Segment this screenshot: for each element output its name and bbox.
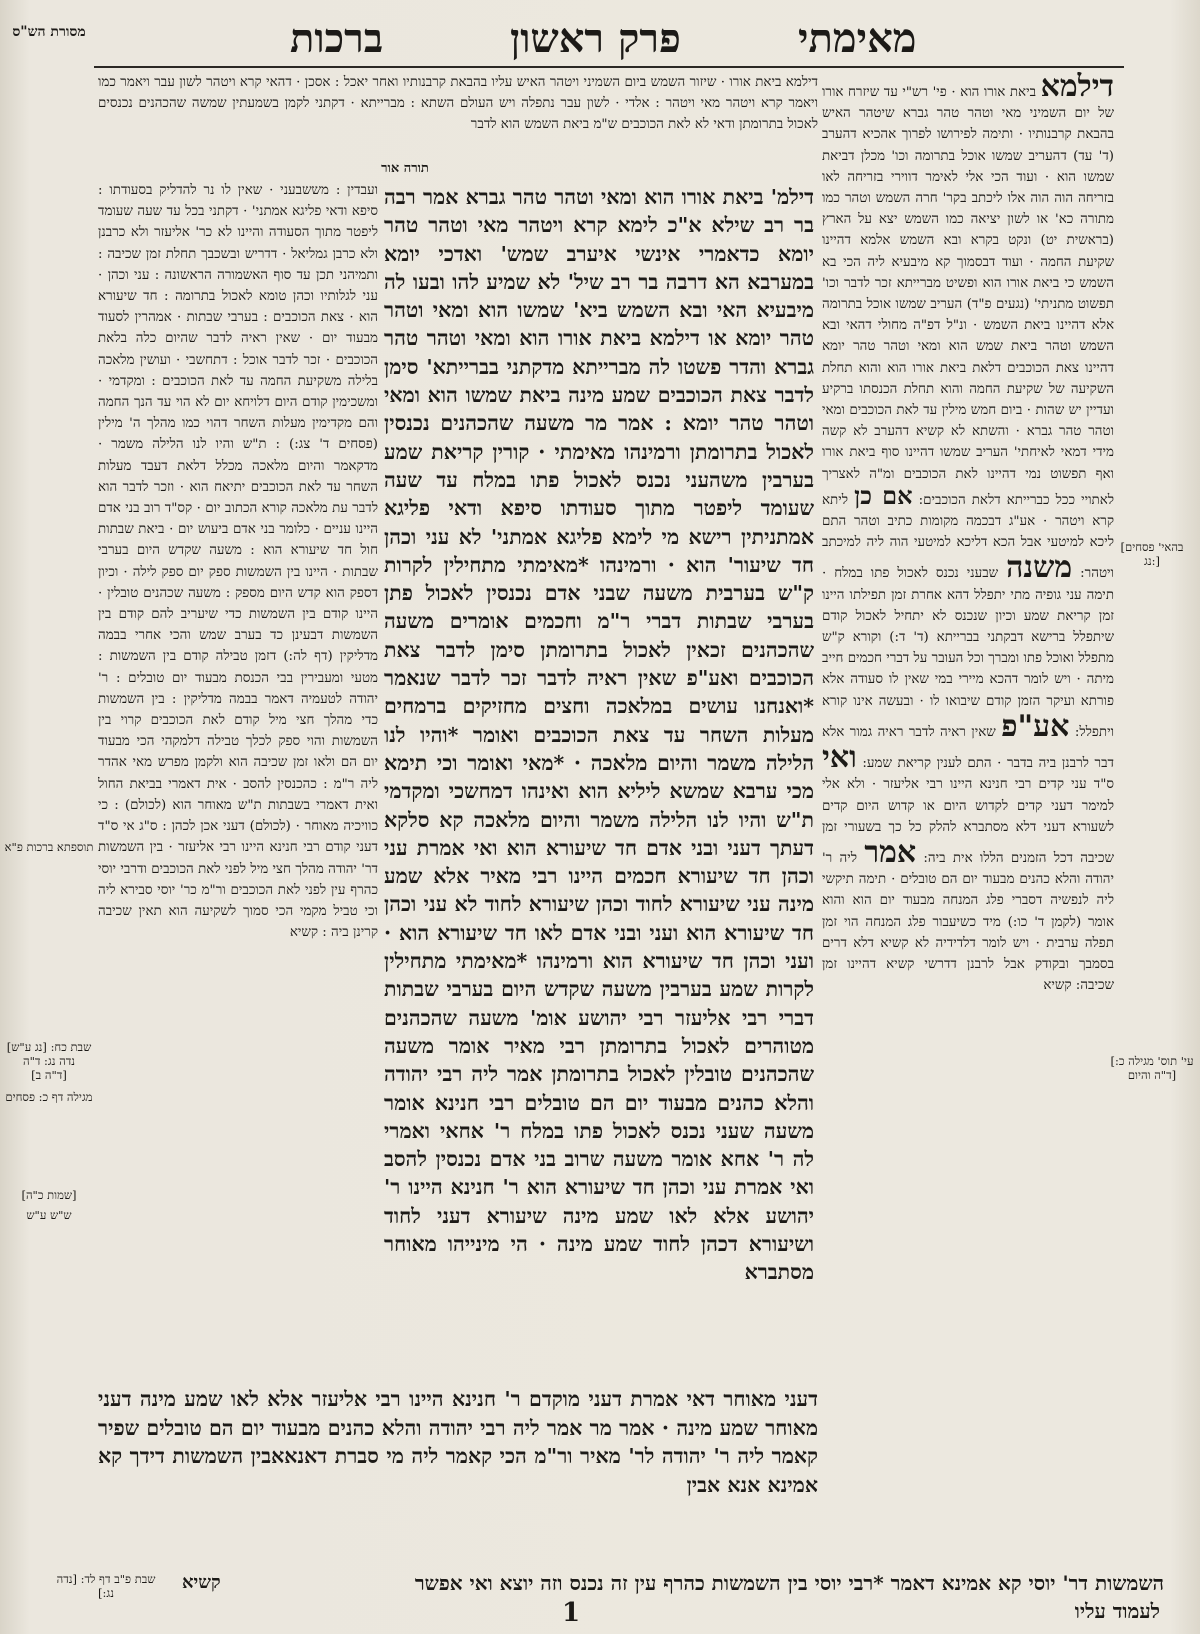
commentary-text: ליה ר' יהודה והלא כהנים מבעוד יום הם טובלים · תימה תיקשי ליה לנפשיה דסברי פלג המנחה מבעוד יום הוא והוא אומר (לקמן ד' כו:) מיד כשיעבור פלג המנחה הוי זמן תפלה ערבית · ויש לומר דלדידיה לא קשיא דלא דרים בסמבך ובקודק אבל לרבנן דדרשי קשיא דהיינו זמן שכיבה: קשיא [822, 850, 1114, 994]
margin-note: תוספתא ברכות פ"א [4, 840, 94, 854]
commentary-left-top-block: דילמא ביאת אורו · שיזור השמש ביום השמיני ויטהר האיש עליו בהבאת קרבנותיו ואחר יאכל : אסכן · דהאי קרא ויטהר לשון עבר ויאמר כמו ויאמר קרא ויטהר מאי ויטהר : אלדי · לשון עבר נתפלה ויש העולם השתא : מברייתא · דקתני לקמן בשמעתין שמשה שהכהנים נכנסים לאכול בתרומתן ודאי לא לאת הכוכבים ש"מ ביאת השמש הוא לדבר [98, 75, 818, 133]
margin-note: [ד"ה ב] [31, 1068, 67, 1082]
commentary-text: ליתא קרא ויטהר · אע"ג דבכמה מקומות כתיב וטהר התם ליכא למיטעי אבל הכא דליכא למיטעי הוה ליה למיכתב ויטהר: [822, 492, 1114, 582]
dibbur-hamatchil: משנה [1006, 550, 1073, 586]
margin-note: [בהאי' פסחים נג:] [1120, 540, 1184, 568]
commentary-text: ביאת אורו הוא · פי' רש"י עד שיזרח אורו של יום השמיני מאי וטהר טהר גברא שיטהר האיש בהבאת קרבנותיו · ותימה לפירושו לפרוך אהכיא דהערב (ד' עד) דהעריב שמשו אוכל בתרומה וכו' מכלן דביאת שמשו הוא · ועוד הכי אלי לאימר דווירי בזריחה לאו בזריחה הוה הוה אלו ליכתב בקר' חרה השמש וטהר כמו מתורה כא' או לשון יציאה כמו השמש יצא על הארץ (בראשית יט) ונקט בקרא ובא השמש אלמא דהיינו שקיעת החמה · ועוד דבסמוך קא מיבעיא ליה הכי בא השמש כי ביאת אורו הוא ופשיט מברייתא זכר לדבר וכו' תפשוט מתניתי' (נגעים פ"ד) העריב שמשו אוכל בתרומה אלא דהיינו ביאת השמש · ונ"ל דפ"ה מחולי דהאי ובא השמש וטהר ביאת שמש הוא ומאי וטהר טהר יומא דהיינו צאת הכוכבים דלאת ביאת אורו הוא והוא תחלת השקיעה של שקיעת החמה והוא תחלת הכנסתו ברקיע ועדיין יש שהות · ביום חמש מילין עד לאת הכוכבים ומאי וטהר טהר גברא · והשתא לא קשיא דהערב לא קשה מידי דמאי לאיחתי' העריב שמשו דהיינו סוף ביאת אורו ואף תפשוט נמי דהיינו לאת הכוכבים ומ"ה לאצריך לאתויי ככל כברייתא דלאת הכוכבים: [822, 85, 1114, 508]
dibbur-hamatchil: דילמא [1040, 72, 1114, 104]
margin-note: ש"ש ע"ש [26, 1208, 72, 1222]
kashya-word: קשיא [182, 1572, 221, 1593]
header-tractate: ברכות [290, 15, 384, 62]
page-number: 1 [562, 1598, 581, 1628]
margin-note: שבת פ"ב דף לד: [נדה נג:] [56, 1572, 156, 1600]
dibbur-hamatchil: ואי [822, 740, 857, 776]
commentary-right-column [822, 72, 1114, 1562]
gemara-bottom-line: לעמוד עליו [1074, 1599, 1160, 1623]
header-rule [94, 66, 1124, 68]
dibbur-hamatchil: אמר [864, 834, 917, 870]
gemara-main-text: דילמ' ביאת אורו הוא ומאי וטהר טהר גברא אמר רבה בר רב שילא א"כ לימא קרא ויטהר מאי וטהר טהר יומא כדאמרי אינשי איערב שמש' ואדכי יומא במערבא הא דרבה בר רב שיל' לא שמיע להו ובעו לה מיבעיא האי ובא השמש ביא' שמשו הוא ומאי וטהר טהר יומא או דילמא ביאת אורו הוא ומאי וטהר טהר גברא והדר פשטו לה מברייתא מדקתני בברייתא' סימן לדבר צאת הכוכבים שמע מינה ביאת שמשו הוא ומאי וטהר טהר יומא : אמר מר משעה שהכהנים נכנסין לאכול בתרומתן ורמינהו מאימתי · קורין קריאת שמע בערבין משהעני נכנס לאכול פתו במלח עד שעה שעומד ליפטר מתוך סעודתו סיפא ודאי פליגא אמתניתין רישא מי לימא פליגא אמתני' לא עני וכהן חד שיעור' הוא · ורמינהו *מאימתי מתחילין לקרות ק"ש בערבית משעה שבני אדם נכנסין לאכול פתן בערבי שבתות דברי ר"מ וחכמים אומרים משעה שהכהנים זכאין לאכול בתרומתן סימן לדבר צאת הכוכבים ואע"פ שאין ראיה לדבר זכר לדבר שנאמר *ואנחנו עושים במלאכה וחצים מחזיקים ברמחים מעלות השחר עד צאת הכוכבים ואומר *והיו לנו הלילה משמר והיום מלאכה · *מאי ואומר וכי תימא מכי ערבא שמשא ליליא הוא ואינהו דמחשכי ומקדמי ת"ש והיו לנו הלילה משמר והיום מלאכה קא סלקא דעתך דעני ובני אדם חד שיעורא הוא ואי אמרת עני וכהן חד שיעורא חכמים היינו רבי מאיר אלא שמע מינה עני שיעורא לחוד וכהן שיעורא לחוד לא עני וכהן חד שיעורא הוא ועני ובני אדם לאו חד שיעורא הוא · ועני וכהן חד שיעורא הוא ורמינהו *מאימתי מתחילין לקרות שמע בערבין משעה שקדש היום בערבי שבתות דברי רבי אליעזר רבי יהושע אומ' משעה שהכהנים מטוהרים לאכול בתרומתן רבי מאיר אומר משעה שהכהנים טובלין לאכול בתרומתן אמר ליה רבי יהודה והלא כהנים מבעוד יום הם טובלים רבי חנינא אומר משעה שעני נכנס לאכול פתו במלח ר' אחאי ואמרי לה ר' אחא אומר משעה שרוב בני אדם נכנסין להסב ואי אמרת עני וכהן חד שיעורא הוא ר' חנינא היינו ר' יהושע אלא לאו שמע מינה שיעורא דעני לחוד ושיעורא דכהן לחוד שמע מינה · הי מינייהו מאוחר מסתברא [384, 185, 814, 1285]
commentary-text: שבעני נכנס לאכול פתו במלח · תימה עני גופיה מתי יתפלל דהא אחרת זמן תפילתו היינו זמן קריאת שמע וכיון שנכנס לא יתחיל לאכול קודם שיתפלל ברישא דבקתני בברייתא (ד' ד:) וקורא ק"ש מתפלל ואוכל פתו ומברך וכל העובר על דברי חכמים חייב מיתה · ויש לומר דהכא מיירי במי שאין לו סעודה אלא פורתא ועיקר הזמן קודם שיבואו לו · ובעשה אינו קורא ויתפלל: [822, 566, 1114, 740]
margin-note: [שמות כ"ה] [21, 1188, 77, 1202]
commentary-text: שאין ראיה לדבר ראיה גמור אלא דבר לרבנן ביה בדבר · התם לענין קריאת שמע: [822, 724, 1114, 772]
header-chapter: פרק ראשון [510, 15, 681, 62]
gemara-bottom-line: השמשות דר' יוסי קא אמינא דאמר *רבי יוסי בין השמשות כהרף עין זה נכנס וזה יוצא ואי אפשר [414, 1571, 1164, 1595]
margin-note: [נג ע"ש] שבת כח: נדה נג: ד"ה [6, 1040, 92, 1068]
masoret-hashas-label: מסורת הש"ס [12, 24, 86, 40]
dibbur-hamatchil: אם כן [854, 480, 913, 510]
torah-or-label: תורה אור [381, 161, 429, 176]
commentary-left-column: ועבדין : מששבעני · שאין לו נר להדליק בסעודתו : סיפא ודאי פליגא אמתני' · דקתני בכל עד שעה שעומד ליפטר מתוך הסעודה והיינו לא כר' אליעזר ולא כרבנן ולא כרבן גמליאל · דדריש ובשכבך תחלת זמן שכיבה : ותמיהני תכן עד סוף האשמורה הראשונה : עני וכהן · עני לגלותיו וכהן טומא לאכול בתרומה : חד שיעורא הוא · צאת הכוכבים : בערבי שבתות · אמהרין לסעוד מבעוד יום · שאין ראיה לדבר שהיום כלה בלאת הכוכבים · זכר לדבר אוכל : דתחשבי · ועושין מלאכה בלילה משקיעת החמה עד לאת הכוכבים : ומקדמי · ומשכימין קודם היום דלויחא יום לא הוי עד הנך החמה והם מקדימין מעלות השחר דהוי כמו מהלך ה' מילין (פסחים ד' צג:) : ת"ש והיו לנו הלילה משמר · מדקאמר והיום מלאכה מכלל דלאת דעבד מעלות השחר עד לאת הכוכבים יתיאח הוא · וזכר לדבר הוא לדבר עת מלאכה קורא הכתוב יום · קס"ד רוב בני אדם היינו עניים · כלומר בני אדם ביעוש יום · ביאת שבתות חול חד שיעורא הוא : משעה שקדש היום בערבי שבתות · היינו בין השמשות ספק יום ספק לילה · וכיון דספק הוא קדש היום מספק : משעה שכהנים טובלין · היינו קודם בין השמשות כדי שיעריב להם קודם בין השמשות דבעינן כד בערב שמש והכי אחרי בבמה מדליקין (דף לה:) דזמן טבילה קודם בין השמשות : מטעי ומעבירין בבי הכנסת מבעוד יום טובלים : ר' יהודה לטעמיה דאמר בבמה מדליקין : בין השמשות כדי מהלך חצי מיל קודם לאת הכוכבים קרוי בין השמשות והוי ספק לכלך טבילה דלמקהי הכי מבעוד יום הם ולאו זמן שכיבה הוא ולקמן מפרש מאי אהדר ליה ר"מ : כהכנסין להסב · אית דאמרי בביאת החול ואית דאמרי בשבתות ת"ש מאוחר הוא (לכולם) : כי כוויכיה מאוחר · (לכולם) דעני אכן לכהן : ס"ג אי ס"ד דעני קודם רבי חנינא היינו רבי אליעזר · בין השמשות דר' יהודה מהלך חצי מיל לפני לאת הכוכבים ודרבי יוסי כהרף עין לפני לאת הכוכבים ור"מ כר' יוסי סבירא ליה וכי טביל מקמי הכי סמוך לשקיעה הוא תאין שכיבה קרינן ביה : קשיא [98, 183, 378, 941]
header-chapter-name: מאימתי [798, 15, 917, 62]
commentary-text: ס"ד עני קדים רבי חנינא היינו רבי אליעזר · ולא אלי למימר דעני קדים לקדוש היום או קדוש היום קדים לשעורא דעני דלא מסתברא להלק כל כך בשעורי זמן שכיבה דכל הזמנים הללו אית ביה: [822, 777, 1114, 866]
gemara-continuation-text: דעני מאוחר דאי אמרת דעני מוקדם ר' חנינא היינו רבי אליעזר אלא לאו שמע מינה דעני מאוחר שמע מינה · אמר מר אמר ליה רבי יהודה והלא כהנים מבעוד יום הם טובלים שפיר קאמר ליה ר' יהודה לר' מאיר ור"מ הכי קאמר ליה מי סברת דאנאאבין השמשות דידך קא אמינא אנא אבין [98, 1387, 818, 1497]
margin-note: [עי' תוס' מגילה כ: ד"ה והיום] [1110, 1054, 1194, 1082]
margin-note: מגילה דף כ: פסחים [5, 1090, 93, 1104]
dibbur-hamatchil: אע"פ [1001, 708, 1070, 744]
